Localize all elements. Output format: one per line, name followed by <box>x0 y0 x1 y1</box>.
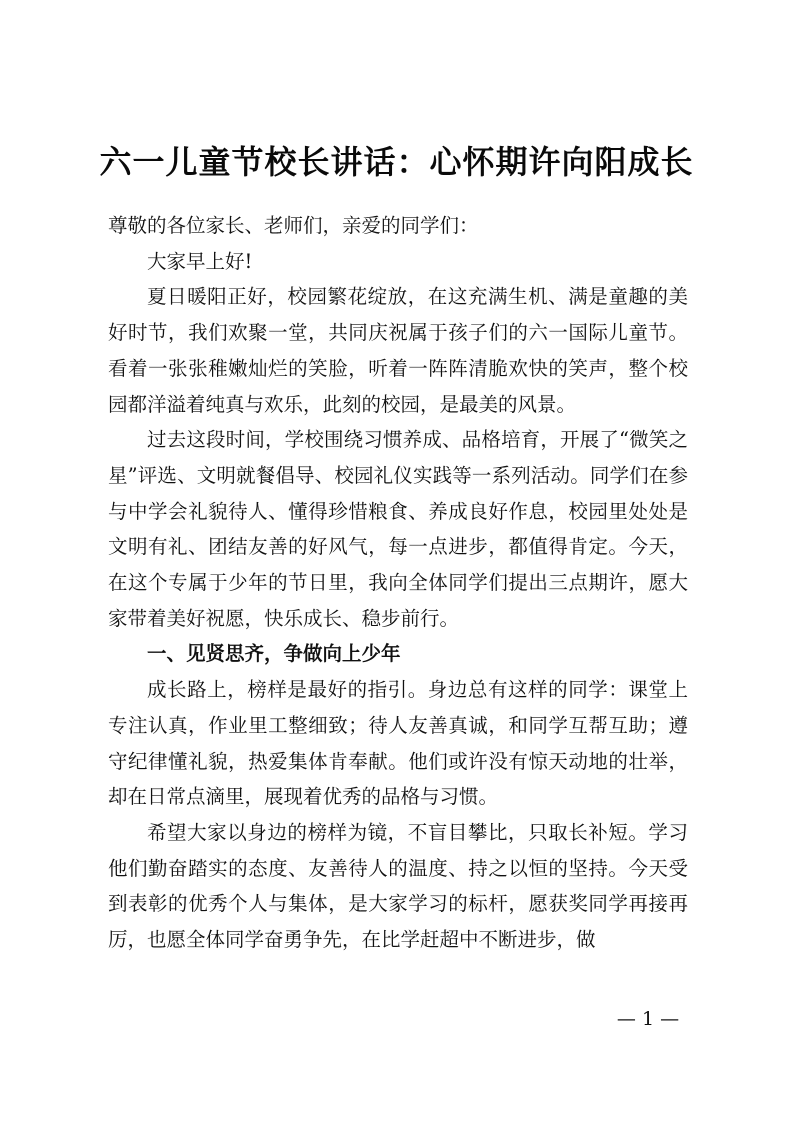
document-title: 六一儿童节校长讲话：心怀期许向阳成长 <box>99 143 694 181</box>
body-paragraph: 夏日暖阳正好，校园繁花绽放，在这充满生机、满是童趣的美好时节，我们欢聚一堂，共同庆祝属于孩子们的六一国际儿童节。看着一张张稚嫩灿烂的笑脸，听着一阵阵清脆欢快的笑声，整个校园都洋溢着纯真与欢乐，此刻的校园，是最美的风景。 <box>108 285 688 416</box>
body-paragraph: 过去这段时间，学校围绕习惯养成、品格培育，开展了“微笑之星”评选、文明就餐倡导、校园礼仪实践等一系列活动。同学们在参与中学会礼貌待人、懂得珍惜粮食、养成良好作息，校园里处处是文明有礼、团结友善的好风气，每一点进步，都值得肯定。今天，在这个专属于少年的节日里，我向全体同学们提出三点期许，愿大家带着美好祝愿，快乐成长、稳步前行。 <box>108 428 688 630</box>
greeting-paragraph: 大家早上好! <box>147 249 253 273</box>
page-number: — 1 — <box>616 1008 680 1030</box>
document-body <box>108 208 688 958</box>
body-paragraph: 希望大家以身边的榜样为镜，不盲目攀比，只取长补短。学习他们勤奋踏实的态度、友善待人的温度、持之以恒的坚持。今天受到表彰的优秀个人与集体，是大家学习的标杆，愿获奖同学再接再厉，也愿全体同学奋勇争先，在比学赶超中不断进步，做 <box>108 820 688 952</box>
salutation-paragraph: 尊敬的各位家长、老师们，亲爱的同学们： <box>108 214 479 237</box>
section-heading: 一、见贤思齐，争做向上少年 <box>147 642 401 666</box>
body-paragraph: 成长路上，榜样是最好的指引。身边总有这样的同学：课堂上专注认真，作业里工整细致；待人友善真诚，和同学互帮互助；遵守纪律懂礼貌，热爱集体肯奉献。他们或许没有惊天动地的壮举，却在日常点滴里，展现着优秀的品格与习惯。 <box>108 678 688 809</box>
